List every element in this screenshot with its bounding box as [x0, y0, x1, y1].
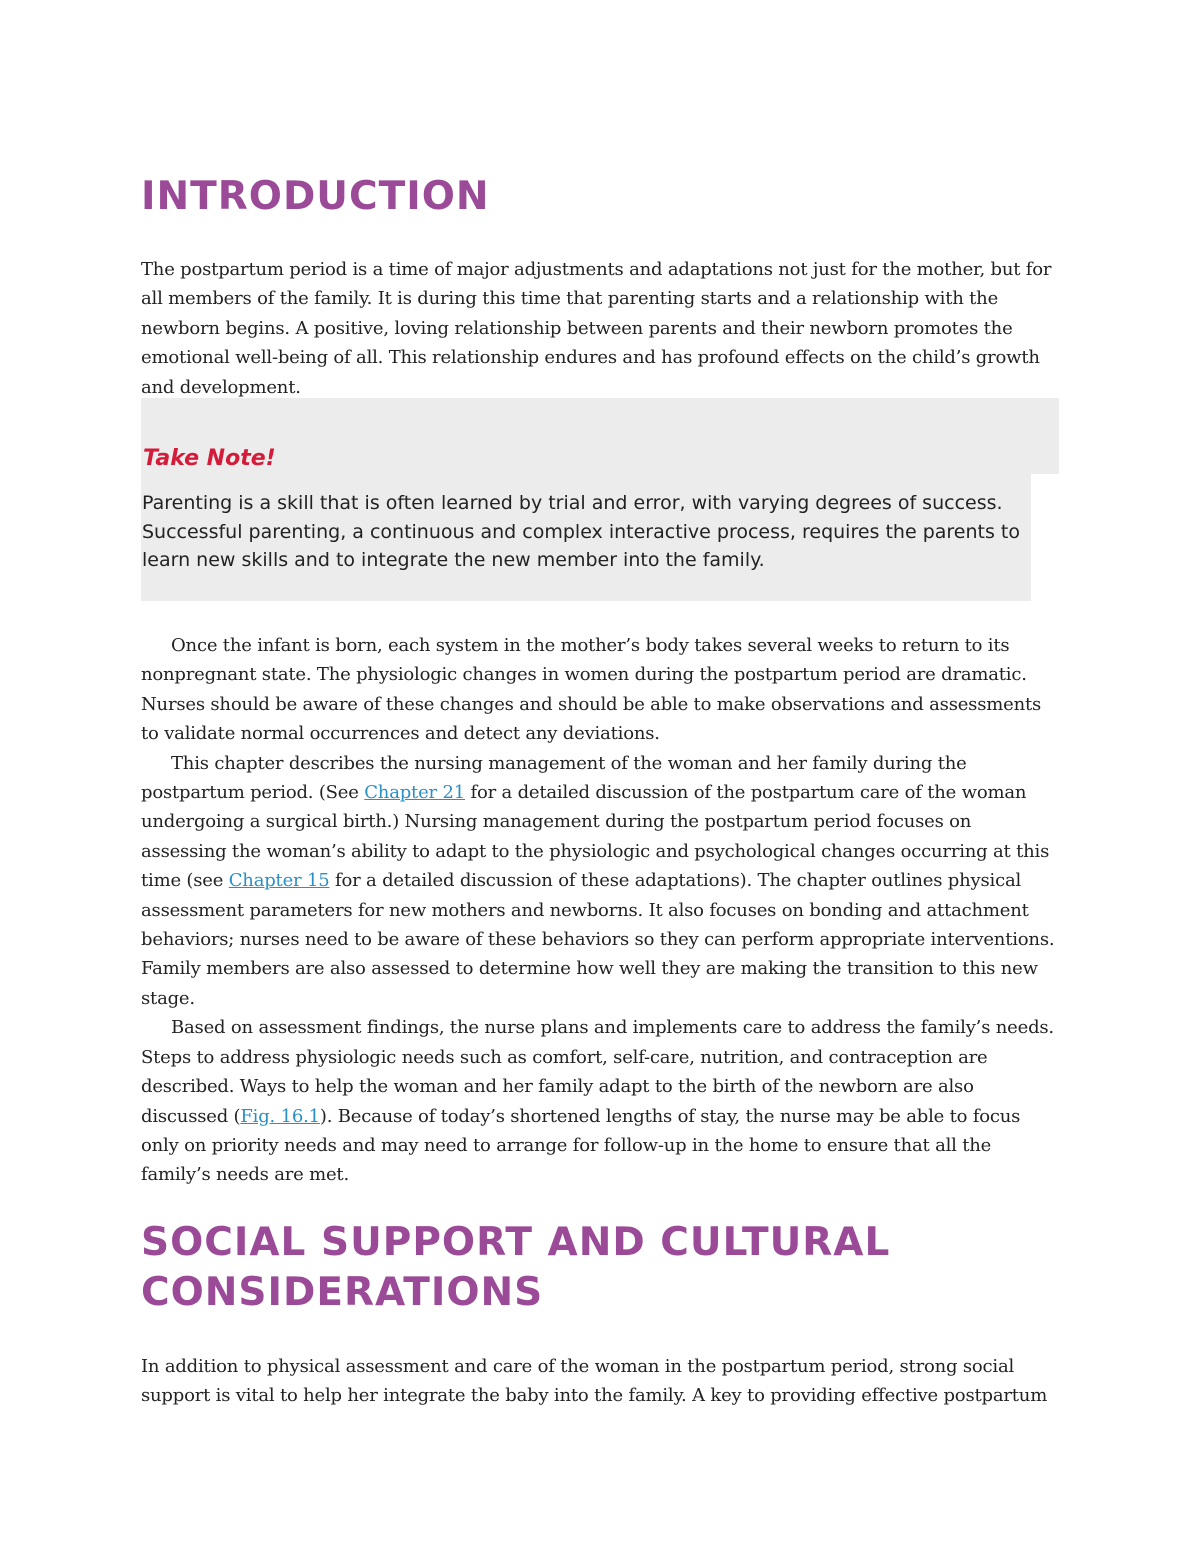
take-note-box-header: [141, 398, 1059, 474]
body-text: [141, 631, 1059, 1190]
social-paragraph: In addition to physical assessment and care of the woman in the postpartum period, strong social support is vital to help her integrate the baby into the family. A key to providing effective postpartum: [141, 1356, 1048, 1407]
chapter-15-link[interactable]: Chapter 15: [228, 870, 330, 892]
body-paragraph-3: [141, 1013, 1059, 1189]
section-heading-introduction: INTRODUCTION: [141, 174, 490, 219]
body-paragraph-2: [141, 749, 1059, 1014]
body-paragraph-2-text-c: for a detailed discussion of these adaptations). The chapter outlines physical assessment parameters for new mothers and newborns. It also focuses on bonding and attachment behaviors; nurses need to be aware of these behaviors so they can perform appropriate interventions. Family members are also assessed to determine how well they are making the transition to this new stage.: [141, 870, 1055, 1009]
section-heading-social-support: SOCIAL SUPPORT AND CULTURAL CONSIDERATIONS: [141, 1220, 891, 1315]
take-note-title: Take Note!: [143, 446, 276, 471]
take-note-text: Parenting is a skill that is often learned by trial and error, with varying degrees of success. Successful parenting, a continuous and complex interactive process, requires the parents to learn new skills and to integrate the new member into the family.: [142, 492, 1020, 571]
body-paragraph-1: Once the infant is born, each system in the mother’s body takes several weeks to return to its nonpregnant state. The physiologic changes in women during the postpartum period are dramatic. Nurses should be aware of these changes and should be able to make observations and assessments to validate normal occurrences and detect any deviations.: [141, 635, 1042, 745]
intro-paragraph: The postpartum period is a time of major adjustments and adaptations not just for the mother, but for all members of the family. It is during this time that parenting starts and a relationship with the newborn begins. A positive, loving relationship between parents and their newborn promotes the emotional well-being of all. This relationship endures and has profound effects on the child’s growth and development.: [141, 259, 1052, 398]
body-paragraph-2-text-a: This chapter describes the nursing management of the woman and her family during the postpartum period. (See: [141, 752, 967, 804]
fig-16-1-link[interactable]: Fig. 16.1: [240, 1105, 320, 1127]
body-paragraph-2-text-b: for a detailed discussion of the postpartum care of the woman undergoing a surgical birth.) Nursing management during the postpartum period focuses on assessing the woman’s ability to adapt to the physiologic and psychological changes occurring at this time (see: [141, 782, 1050, 892]
body-paragraph-3-text-b: ). Because of today’s shortened lengths of stay, the nurse may be able to focus only on priority needs and may need to arrange for follow-up in the home to ensure that all the family’s needs are met.: [141, 1105, 1021, 1186]
body-paragraph-3-text-a: Based on assessment findings, the nurse plans and implements care to address the family’s needs. Steps to address physiologic needs such as comfort, self-care, nutrition, and contraception are described. Ways to help the woman and her family adapt to the birth of the newborn are also discussed (: [141, 1017, 1054, 1127]
chapter-21-link[interactable]: Chapter 21: [364, 782, 465, 804]
